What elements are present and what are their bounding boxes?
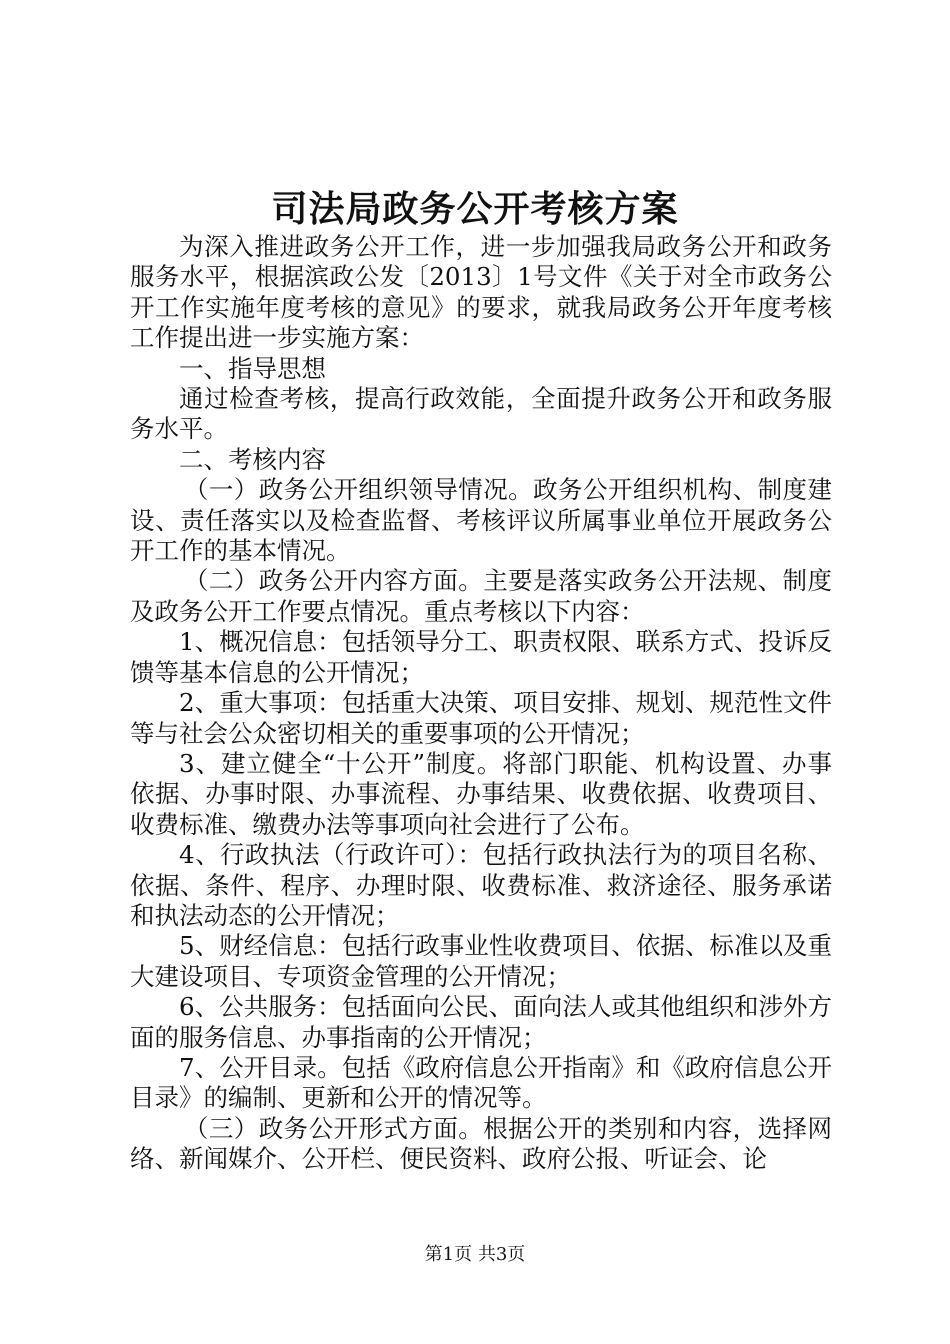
paragraph-section-3: （三）政务公开形式方面。根据公开的类别和内容，选择网络、新闻媒介、公开栏、便民资料、政府公报、听证会、论 (130, 1113, 832, 1174)
document-title: 司法局政务公开考核方案 (271, 188, 679, 230)
list-item-1: 1、概况信息：包括领导分工、职责权限、联系方式、投诉反馈等基本信息的公开情况； (130, 627, 832, 687)
paragraph-guiding-ideology: 通过检查考核，提高行政效能，全面提升政务公开和政务服务水平。 (130, 384, 832, 444)
list-item-7: 7、公开目录。包括《政府信息公开指南》和《政府信息公开目录》的编制、更新和公开的情况等。 (130, 1052, 832, 1113)
list-item-5: 5、财经信息：包括行政事业性收费项目、依据、标准以及重大建设项目、专项资金管理的公开情况； (130, 931, 832, 991)
paragraph-intro: 为深入推进政务公开工作，进一步加强我局政务公开和政务服务水平，根据滨政公发〔2013〕1号文件《关于对全市政务公开工作实施年度考核的意见》的要求，就我局政务公开年度考核工作提出进一步实施方案： (130, 232, 832, 353)
list-item-3: 3、建立健全“十公开”制度。将部门职能、机构设置、办事依据、办事时限、办事流程、办事结果、收费依据、收费项目、收费标准、缴费办法等事项向社会进行了公布。 (130, 748, 832, 839)
paragraph-section-1: （一）政务公开组织领导情况。政务公开组织机构、制度建设、责任落实以及检查监督、考核评议所属事业单位开展政务公开工作的基本情况。 (130, 475, 832, 566)
heading-guiding-ideology: 一、指导思想 (179, 353, 326, 383)
page-footer: 第1页 共3页 (424, 1244, 526, 1265)
heading-assessment-content: 二、考核内容 (179, 444, 326, 474)
list-item-2: 2、重大事项：包括重大决策、项目安排、规划、规范性文件等与社会公众密切相关的重要事项的公开情况； (130, 688, 832, 748)
document-body (130, 232, 832, 1175)
list-item-6: 6、公共服务：包括面向公民、面向法人或其他组织和涉外方面的服务信息、办事指南的公开情况； (130, 992, 832, 1052)
list-item-4: 4、行政执法（行政许可）：包括行政执法行为的项目名称、依据、条件、程序、办理时限、收费标准、救济途径、服务承诺和执法动态的公开情况； (130, 840, 832, 930)
paragraph-section-2: （二）政务公开内容方面。主要是落实政务公开法规、制度及政务公开工作要点情况。重点考核以下内容： (130, 566, 832, 626)
